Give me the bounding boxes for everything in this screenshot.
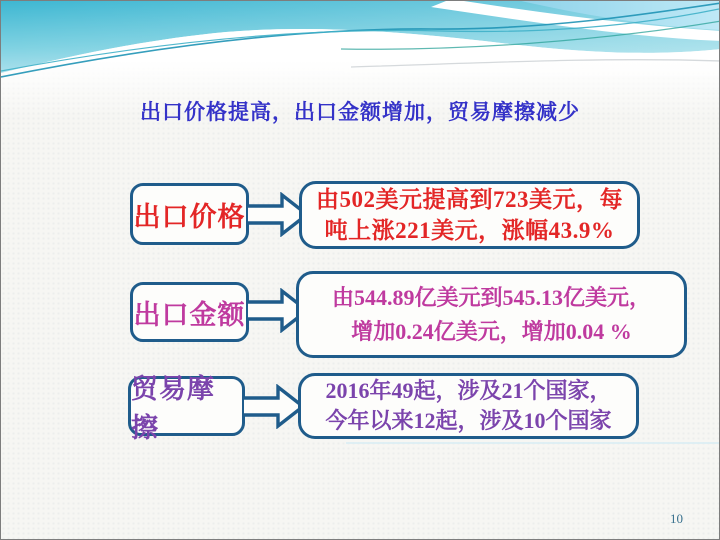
label-box-export-amount <box>130 282 249 342</box>
decorative-divider-line <box>346 442 720 444</box>
desc-line: 2016年49起，涉及21个国家， <box>325 378 612 403</box>
desc-box-export-price <box>299 181 640 249</box>
desc-box-export-amount <box>296 271 687 358</box>
slide-title: 出口价格提高，出口金额增加，贸易摩擦减少 <box>140 100 580 124</box>
label-box-trade-friction <box>128 374 245 443</box>
label-box-export-price <box>130 183 249 245</box>
desc-line: 今年以来12起，涉及10个国家 <box>325 408 612 433</box>
desc-box-trade-friction <box>298 373 639 439</box>
desc-line: 由502美元提高到723美元，每 <box>316 187 623 212</box>
right-arrow-icon <box>243 384 306 429</box>
desc-line: 吨上涨221美元，涨幅43.9% <box>324 218 615 243</box>
label-text-trade-friction: 贸易摩擦 <box>131 374 215 443</box>
desc-line: 由544.89亿美元到545.13亿美元， <box>331 284 651 310</box>
label-text-export-price: 出口价格 <box>133 201 246 232</box>
label-text-export-amount: 出口金额 <box>133 299 246 330</box>
page-number: 10 <box>670 511 683 526</box>
desc-line: 增加0.24亿美元，增加0.04 % <box>351 318 632 344</box>
